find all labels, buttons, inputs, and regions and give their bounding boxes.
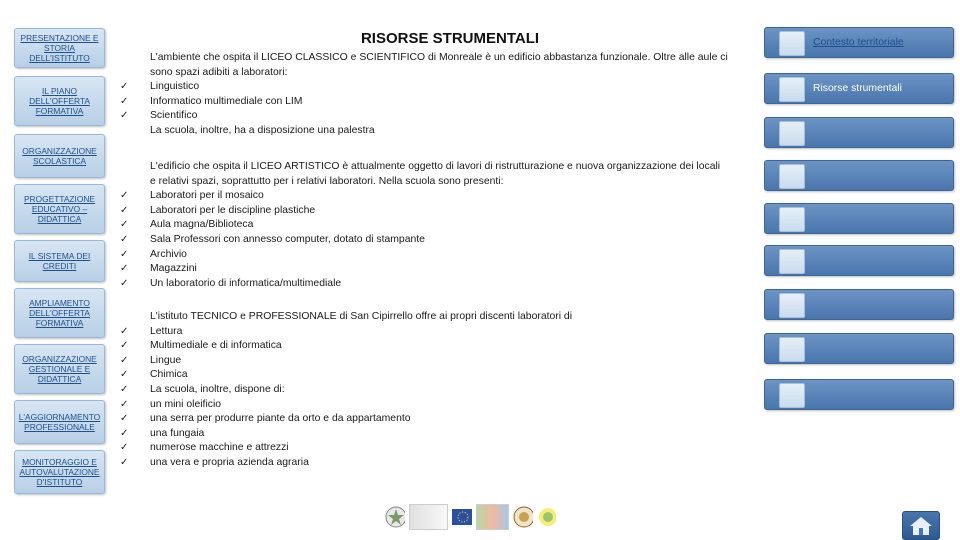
section-istituto-tecnico [112, 310, 762, 471]
right-button-5[interactable] [764, 203, 954, 234]
checklist-item [112, 109, 762, 124]
right-button-6[interactable] [764, 245, 954, 276]
line-text: Lettura [150, 325, 183, 337]
checkmark-icon: ✓ [120, 277, 129, 289]
checkmark-icon: ✓ [120, 383, 129, 395]
nav-label: IL SISTEMA DEI CREDITI [28, 251, 91, 271]
line-text: sono spazi adibiti a laboratori: [150, 66, 288, 78]
button-thumb [779, 207, 805, 232]
checkmark-icon: ✓ [120, 248, 129, 260]
checklist-item [112, 441, 762, 456]
checklist-item [112, 456, 762, 471]
italian-republic-emblem-icon [384, 505, 405, 529]
nav-button-monitoraggio[interactable] [14, 450, 105, 494]
button-thumb [779, 337, 805, 362]
paragraph-line [112, 310, 762, 325]
checklist-item [112, 325, 762, 340]
checkmark-icon: ✓ [120, 233, 129, 245]
section-liceo-classico [112, 51, 762, 139]
checklist-item [112, 412, 762, 427]
paragraph-line [112, 124, 762, 139]
seal-icon [513, 506, 532, 528]
checkmark-icon: ✓ [120, 110, 129, 122]
left-navigation [0, 0, 118, 540]
line-text: Magazzini [150, 263, 197, 275]
paragraph-line [112, 66, 762, 81]
line-text: Informatico multimediale con LIM [150, 95, 303, 107]
right-button-4[interactable] [764, 160, 954, 191]
right-button-label: Contesto territoriale [813, 37, 904, 48]
nav-button-aggiornamento[interactable] [14, 400, 105, 444]
checklist-item [112, 95, 762, 110]
checklist-item [112, 189, 762, 204]
right-navigation [760, 0, 960, 540]
checkmark-icon: ✓ [120, 204, 129, 216]
line-text: un mini oleificio [150, 398, 222, 410]
partner-logo [476, 504, 510, 530]
line-text: Archivio [150, 248, 187, 260]
line-text: una serra per produrre piante da orto e da appartamento [150, 413, 411, 425]
right-button-label: Risorse strumentali [813, 83, 902, 94]
checklist-item [112, 262, 762, 277]
line-text: Un laboratorio di informatica/multimediale [150, 277, 342, 289]
button-thumb [779, 164, 805, 189]
paragraph-line [112, 51, 762, 66]
line-text: Sala Professori con annesso computer, dotato di stampante [150, 233, 425, 245]
school-logo [409, 504, 448, 530]
checkmark-icon: ✓ [120, 219, 129, 231]
right-button-risorse[interactable] [764, 73, 954, 104]
nav-button-ampliamento[interactable] [14, 288, 105, 338]
nav-label: PRESENTAZIONE E STORIA DELL'ISTITUTO [20, 33, 99, 63]
home-icon [909, 516, 933, 536]
line-text: Laboratori per le discipline plastiche [150, 204, 316, 216]
footer-logos [384, 496, 556, 538]
nav-button-presentazione[interactable] [14, 28, 105, 68]
checkmark-icon: ✓ [120, 95, 129, 107]
line-text: La scuola, inoltre, ha a disposizione una palestra [150, 124, 375, 136]
checkmark-icon: ✓ [120, 442, 129, 454]
checkmark-icon: ✓ [120, 398, 129, 410]
checklist-item [112, 427, 762, 442]
line-text: L'istituto TECNICO e PROFESSIONALE di San Cipirrello offre ai propri discenti laboratori di [150, 311, 573, 322]
line-text: Lingue [150, 354, 182, 366]
right-button-9[interactable] [764, 379, 954, 410]
nav-button-sistema-crediti[interactable] [14, 240, 105, 282]
eu-flag-icon [452, 509, 471, 525]
nav-label: MONITORAGGIO E AUTOVALUTAZIONE D'ISTITUTO [19, 457, 100, 487]
line-text: Aula magna/Biblioteca [150, 219, 254, 231]
line-text: Linguistico [150, 81, 200, 93]
checklist-item [112, 383, 762, 398]
checklist-item [112, 80, 762, 95]
checkmark-icon: ✓ [120, 354, 129, 366]
sun-logo-icon [537, 506, 556, 528]
section-liceo-artistico [112, 160, 762, 291]
line-text: una fungaia [150, 427, 205, 439]
nav-label: AMPLIAMENTO DELL'OFFERTA FORMATIVA [29, 298, 90, 328]
checklist-item [112, 248, 762, 263]
nav-label: ORGANIZZAZIONE SCOLASTICA [22, 146, 97, 166]
checklist-item [112, 204, 762, 219]
nav-label: L'AGGIORNAMENTO PROFESSIONALE [18, 412, 101, 432]
checklist-item [112, 218, 762, 233]
button-thumb [779, 383, 805, 408]
checkmark-icon: ✓ [120, 427, 129, 439]
nav-button-organizzazione-gestionale[interactable] [14, 344, 105, 394]
nav-label: PROGETTAZIONE EDUCATIVO – DIDATTICA [23, 194, 96, 224]
right-button-3[interactable] [764, 117, 954, 148]
button-thumb [779, 121, 805, 146]
line-text: Multimediale e di informatica [150, 340, 282, 352]
line-text: e relativi spazi, soprattutto per i relativi laboratori. Nella scuola sono presenti: [150, 175, 504, 187]
checklist-item [112, 339, 762, 354]
checkmark-icon: ✓ [120, 369, 129, 381]
checkmark-icon: ✓ [120, 325, 129, 337]
button-thumb [779, 77, 805, 102]
checklist-item [112, 233, 762, 248]
paragraph-line [112, 160, 762, 175]
checkmark-icon: ✓ [120, 456, 129, 468]
line-text: L'ambiente che ospita il LICEO CLASSICO e SCIENTIFICO di Monreale è un edificio abbastanza funzionale. Oltre alle aule ci [150, 52, 728, 63]
right-button-8[interactable] [764, 333, 954, 364]
button-thumb [779, 31, 805, 56]
line-text: Laboratori per il mosaico [150, 190, 264, 202]
right-button-contesto[interactable] [764, 27, 954, 58]
page-title: RISORSE STRUMENTALI [360, 30, 540, 47]
nav-label: IL PIANO DELL'OFFERTA FORMATIVA [29, 86, 90, 116]
line-text: Scientifico [150, 110, 198, 122]
checklist-item [112, 398, 762, 413]
checkmark-icon: ✓ [120, 413, 129, 425]
nav-button-organizzazione-scolastica[interactable] [14, 134, 105, 178]
checkmark-icon: ✓ [120, 263, 129, 275]
line-text: numerose macchine e attrezzi [150, 442, 289, 454]
button-thumb [779, 249, 805, 274]
checkmark-icon: ✓ [120, 340, 129, 352]
paragraph-line [112, 175, 762, 190]
line-text: L'edificio che ospita il LICEO ARTISTICO è attualmente oggetto di lavori di ristrutturazione e nuova organizzazione dei locali [150, 161, 721, 172]
nav-label: ORGANIZZAZIONE GESTIONALE E DIDATTICA [22, 354, 97, 384]
nav-button-progettazione[interactable] [14, 184, 105, 234]
checkmark-icon: ✓ [120, 81, 129, 93]
line-text: La scuola, inoltre, dispone di: [150, 383, 285, 395]
button-thumb [779, 293, 805, 318]
checklist-item [112, 354, 762, 369]
checklist-item [112, 368, 762, 383]
checklist-item [112, 277, 762, 292]
right-button-7[interactable] [764, 289, 954, 320]
checkmark-icon: ✓ [120, 190, 129, 202]
line-text: Chimica [150, 369, 188, 381]
nav-button-piano-offerta[interactable] [14, 76, 105, 126]
home-button[interactable] [902, 511, 940, 540]
line-text: una vera e propria azienda agraria [150, 456, 309, 468]
